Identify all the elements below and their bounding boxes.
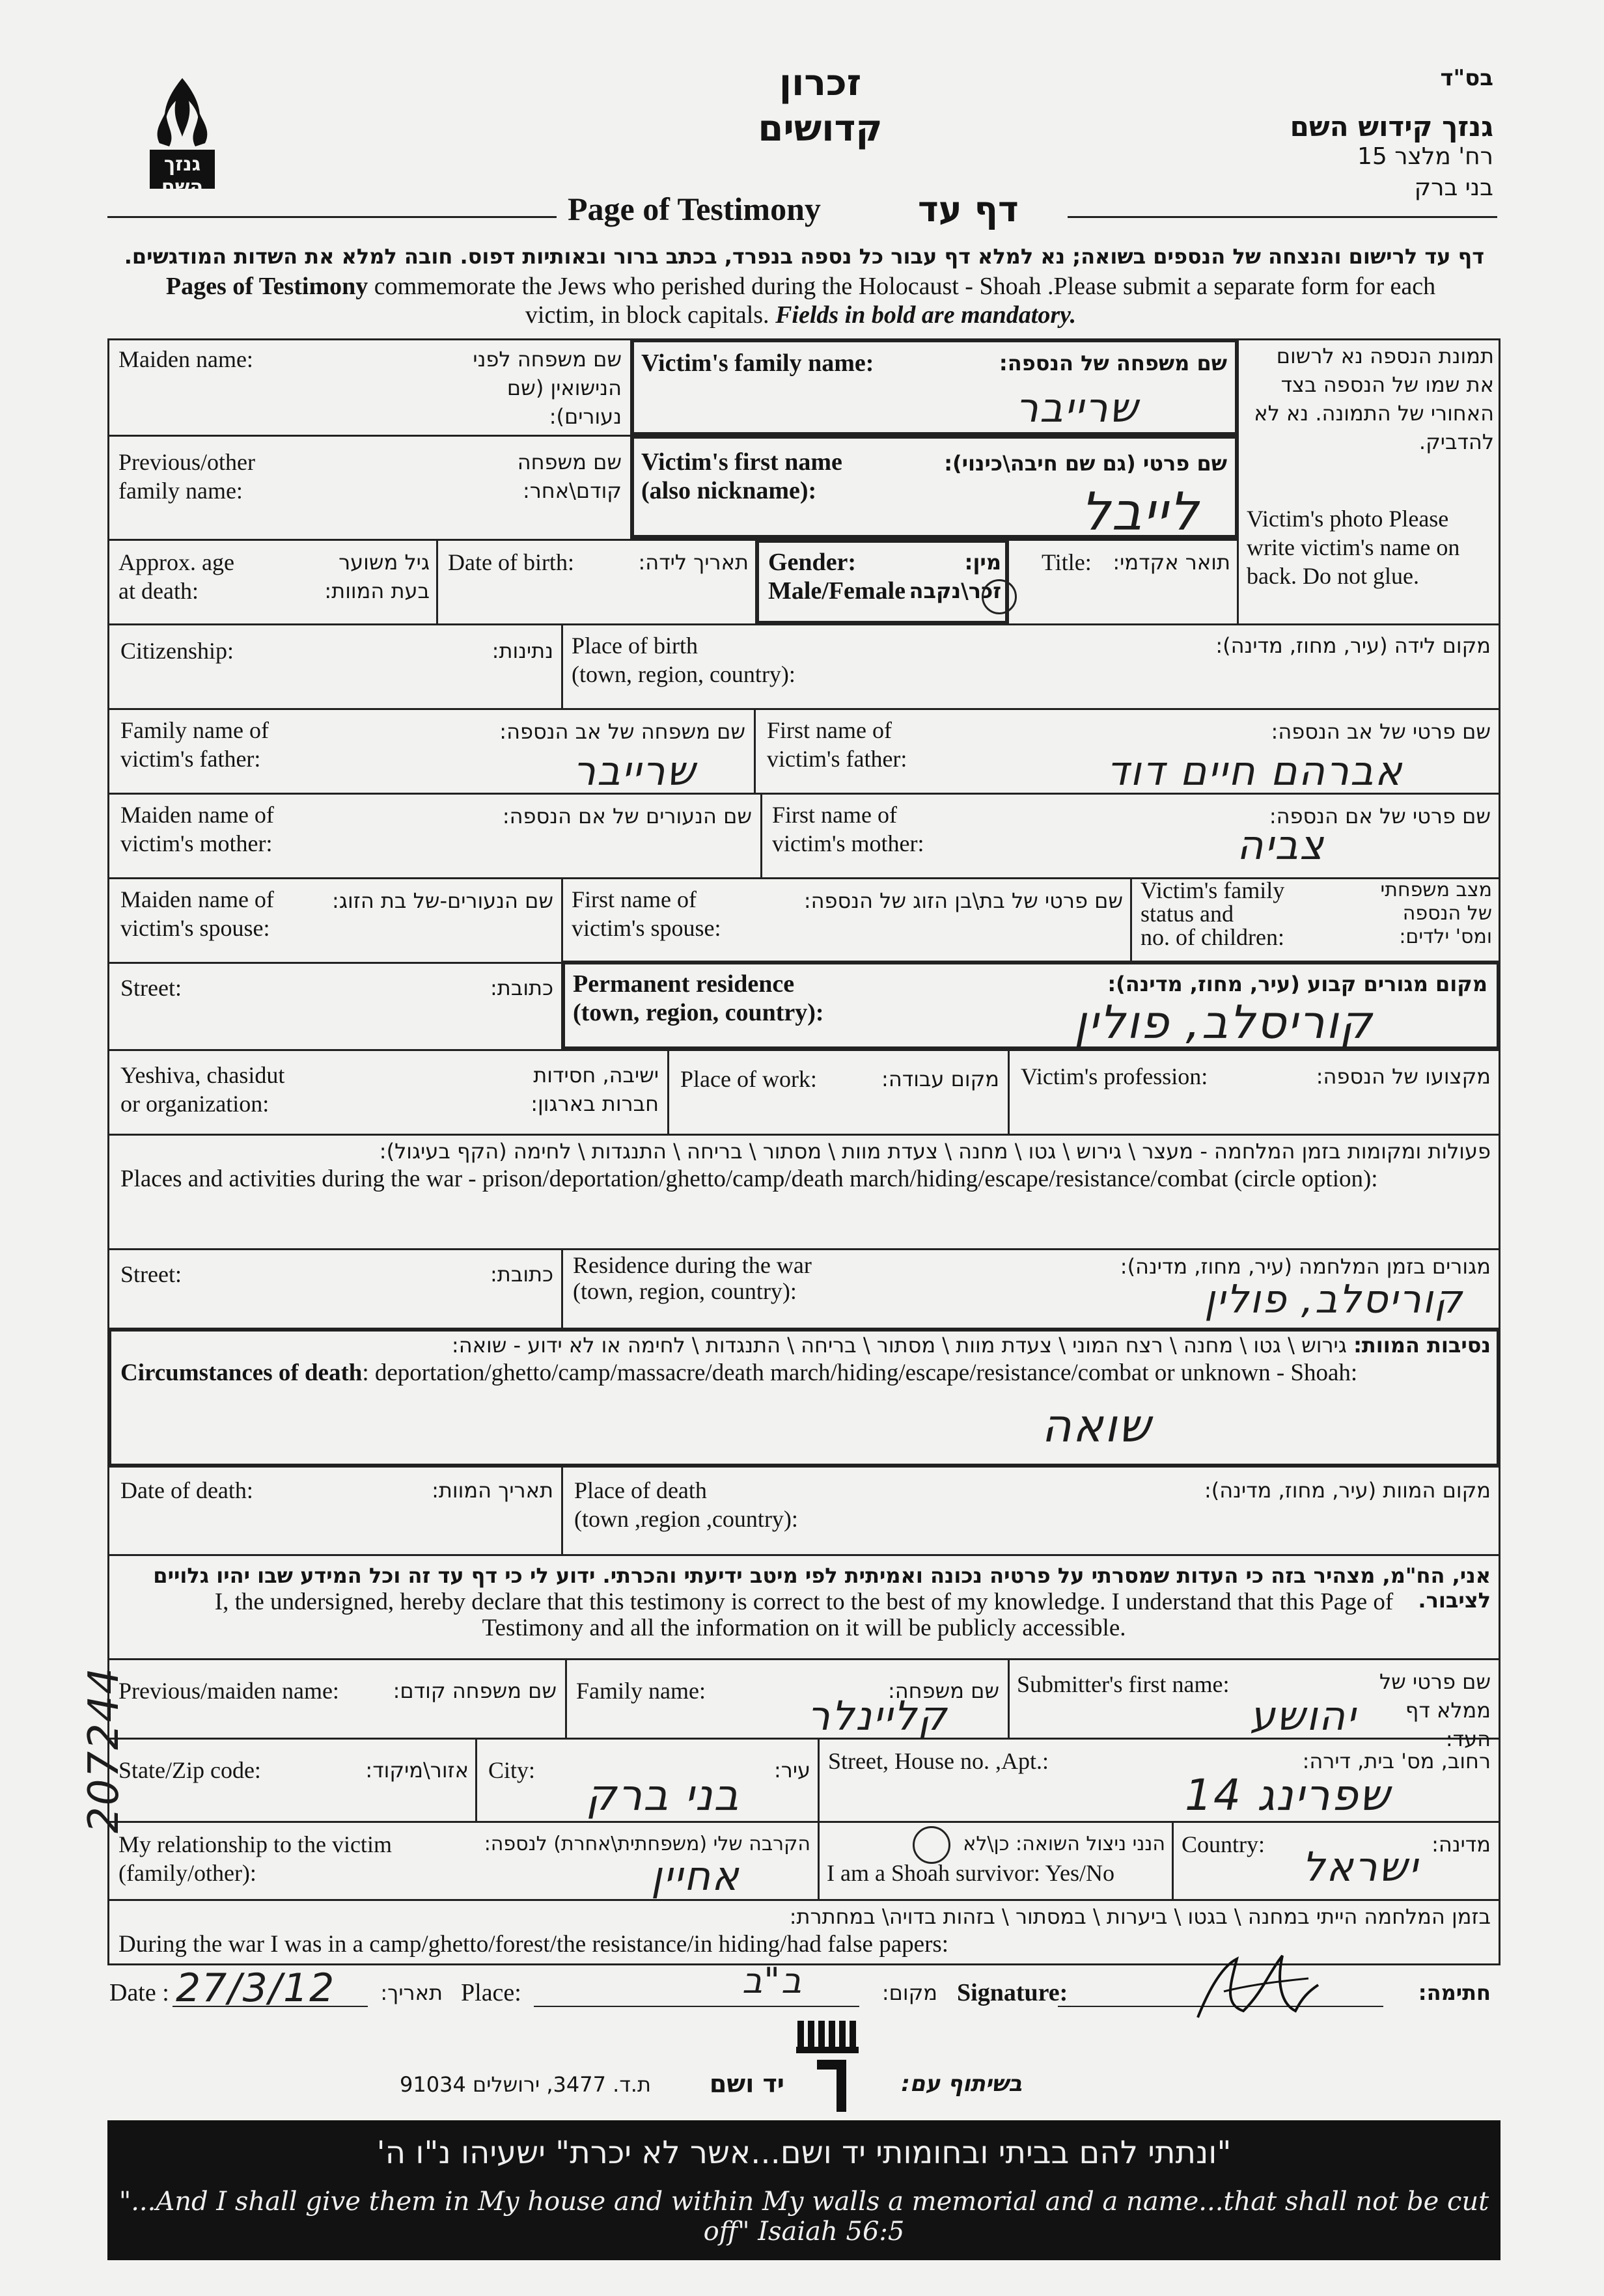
country-label-en: Country: <box>1182 1831 1265 1857</box>
father-family-label-he: שם משפחה של אב הנספה: <box>499 719 745 744</box>
survivor-label-en: I am a Shoah survivor: Yes/No <box>827 1860 1114 1886</box>
org-address-street: רח' מלצר 15 <box>1357 143 1493 170</box>
title-rule-right <box>1068 216 1497 218</box>
work-label-he: מקום עבודה: <box>881 1067 999 1091</box>
submitter-family-value[interactable]: קליינלר <box>807 1692 948 1740</box>
h-r1 <box>107 435 630 437</box>
citizenship-label-he: נתינות: <box>491 638 553 663</box>
gender-male-circle[interactable] <box>982 579 1017 614</box>
residence-label-he: מקום מגורים קבוע (עיר, מחוז, מדינה): <box>1107 972 1487 996</box>
page-title-en: Page of Testimony <box>568 191 821 227</box>
father-family-label-en: Family name of victim's father: <box>120 717 269 772</box>
spouse-first-label-he: שם פרטי של בת\בן הזוג של הנספה: <box>803 888 1123 913</box>
h-decl <box>107 1658 1500 1660</box>
date-value[interactable]: 27/3/12 <box>176 1965 336 2011</box>
father-family-value[interactable]: שרייבר <box>573 747 697 795</box>
dod-label-he: תאריך המוות: <box>432 1478 553 1503</box>
banner-quote-he: "ונתתי להם בביתי ובחומותי יד ושם...אשר לא יכרת" ישעיהו נ"ו ה' <box>376 2135 1232 2171</box>
v-s2-2 <box>818 1738 820 1821</box>
war-residence-value[interactable]: קוריסלב, פולין <box>1204 1277 1463 1322</box>
pod-label-he: מקום המוות (עיר, מחוז, מדינה): <box>1204 1478 1491 1503</box>
circumstances-label-en: Circumstances of death: deportation/ghetto/camp/massacre/death march/hiding/escape/resistance/combat or unknown - Shoah: <box>120 1360 1358 1386</box>
page-title-he: דף עד <box>918 189 1019 230</box>
submitter-family-label-he: שם משפחה: <box>887 1678 999 1703</box>
instructions-en-line2: victim, in block capitals. <box>525 301 776 329</box>
title-label-en: Title: <box>1042 549 1092 575</box>
v-r5 <box>754 708 756 793</box>
victim-family-label-he: שם משפחה של הנספה: <box>999 351 1227 376</box>
victim-first-label-en: Victim's first name (also nickname): <box>641 448 842 504</box>
yad-vashem-logo-icon <box>791 2014 869 2118</box>
submitter-first-value[interactable]: יהושע <box>1250 1692 1357 1740</box>
activities-label-he: פעולות ומקומות בזמן המלחמה - מעצר \ גירוש \ גטו \ מחנה \ צעדת מוות \ מסתור \ בריחה \ התנגדות \ לחימה (הקף בעיגול): <box>379 1139 1491 1164</box>
war-street-label-en: Street: <box>120 1261 182 1287</box>
street-no-label-he: רחוב, מס' בית, דירה: <box>1302 1749 1491 1773</box>
maiden-name-label-he: שם משפחה לפני הנישואין (שם נעורים): <box>473 347 622 429</box>
circumstances-label-he: נסיבות המוות: גירוש \ גטו \ מחנה \ רצח המוני \ צעדת מוות \ מסתור \ בריחה \ התנגדות \ לחימה או לא ידוע - שואה: <box>451 1333 1491 1358</box>
mother-maiden-label-he: שם הנעורים של אם הנספה: <box>502 804 752 828</box>
place-label-he: מקום: <box>881 1980 937 2005</box>
submitter-first-label-en: Submitter's first name: <box>1017 1671 1230 1697</box>
city-label-en: City: <box>488 1757 536 1783</box>
residence-label-en: Permanent residence (town, region, country): <box>573 970 824 1026</box>
place-underline <box>534 2006 859 2007</box>
war-street-label-he: כתובת: <box>490 1262 553 1287</box>
h-s2 <box>107 1821 1500 1823</box>
activities-label-en: Places and activities during the war - prison/deportation/ghetto/camp/death march/hiding/escape/resistance/combat (circle option): <box>120 1166 1378 1192</box>
date-label-he: תאריך: <box>380 1980 443 2005</box>
victim-family-value[interactable]: שרייבר <box>1016 384 1139 431</box>
v-s3-2 <box>1172 1821 1174 1899</box>
h-r9 <box>107 1134 1500 1136</box>
street-label-he: כתובת: <box>490 976 553 1000</box>
side-archive-number: 207244 <box>80 1666 128 1833</box>
family-status-label-he: מצב משפחתי של הנספה ומס' ילדים: <box>1380 879 1492 948</box>
v-r6 <box>760 793 762 877</box>
mother-first-label-he: שם פרטי של אם הנספה: <box>1269 804 1491 828</box>
instructions-en-mandatory: Fields in bold are mandatory. <box>775 301 1077 329</box>
maiden-name-label-en: Maiden name: <box>118 346 253 372</box>
work-label-en: Place of work: <box>680 1066 817 1092</box>
declaration-en: I, the undersigned, hereby declare that this testimony is correct to the best of my knowledge. I understand that this Page of Testimony and all the information on it will be publicly accessible. <box>214 1589 1394 1641</box>
date-label-en: Date : <box>109 1979 169 2006</box>
war-residence-label-en: Residence during the war (town, region, country): <box>573 1252 812 1304</box>
prev-family-label-en: Previous/other family name: <box>118 449 255 504</box>
v-r9-1 <box>667 1049 669 1134</box>
gender-label-he: מין: זכר\נקבה <box>909 550 1001 603</box>
instructions-en <box>104 272 1497 329</box>
dod-label-en: Date of death: <box>120 1477 253 1503</box>
war-residence-label-he: מגורים בזמן המלחמה (עיר, מחוז, מדינה): <box>1120 1254 1491 1279</box>
age-label-he: גיל משוער בעת המוות: <box>324 550 430 603</box>
v-s1-1 <box>565 1658 567 1738</box>
partnership-label: בשיתוף עם: <box>901 2071 1022 2097</box>
profession-label-en: Victim's profession: <box>1021 1063 1208 1089</box>
photo-instructions-en: Victim's photo Please write victim's name on back. Do not glue. <box>1247 506 1460 589</box>
country-label-he: מדינה: <box>1431 1832 1491 1857</box>
survivor-label-he: הנני ניצול השואה: כן\לא <box>963 1833 1165 1855</box>
v-r7-2 <box>1130 877 1132 962</box>
zikaron-title: זכרון <box>779 62 862 104</box>
country-value[interactable]: ישראל <box>1302 1843 1419 1891</box>
city-value[interactable]: בני ברק <box>586 1770 740 1820</box>
h-r13 <box>107 1554 1500 1556</box>
v-s1-2 <box>1008 1658 1010 1738</box>
title-rule-left <box>107 216 557 218</box>
submitter-prev-label-he: שם משפחה קודם: <box>393 1678 557 1703</box>
org-address-city: בני ברק <box>1414 174 1493 201</box>
gender-label-en: Gender: Male/Female <box>768 549 906 605</box>
date-underline <box>173 2006 368 2007</box>
title-label-he: תואר אקדמי: <box>1113 550 1230 575</box>
war-situation-label-en: During the war I was in a camp/ghetto/forest/the resistance/in hiding/had false papers: <box>118 1931 949 1958</box>
instructions-en-bold: Pages of Testimony <box>165 273 368 300</box>
declaration-he: אני, הח"מ, מצהיר בזה כי העדות שמסרתי על פרטיה נכונה ואמיתית לפי מיטב ידיעתי והכרתי. ידוע לי כי דף עד זה וכל המידע שבו יהיו גלויים לציבור. <box>153 1563 1491 1613</box>
mother-first-value[interactable]: צביה <box>1237 821 1325 869</box>
place-label-en: Place: <box>461 1979 521 2006</box>
city-label-he: עיר: <box>773 1758 810 1783</box>
relationship-label-he: הקרבה שלי (משפחתית\אחרת) לנספה: <box>484 1833 810 1855</box>
victim-first-label-he: שם פרטי (גם שם חיבה\כינוי): <box>944 451 1227 476</box>
zip-label-he: אזור\מיקוד: <box>365 1758 469 1783</box>
h-r8 <box>107 1049 1500 1051</box>
kedoshim-title: קדושים <box>758 107 883 150</box>
submitter-prev-label-en: Previous/maiden name: <box>118 1678 339 1704</box>
h-r10 <box>107 1248 1500 1250</box>
father-first-label-en: First name of victim's father: <box>767 717 907 772</box>
prev-family-label-he: שם משפחה קודם\אחר: <box>517 450 622 503</box>
v-r4 <box>561 623 563 708</box>
h-r2 <box>107 539 1237 541</box>
circumstances-value[interactable]: שואה <box>1042 1399 1152 1453</box>
instructions-he: דף עד לרישום והנצחה של הנספים בשואה; נא למלא דף עבור כל נספה בנפרד, בכתב ברור ובאותיות דפוס. חובה למלא את השדות המודגשים. <box>124 244 1484 269</box>
dob-label-he: תאריך לידה: <box>638 550 749 575</box>
pob-label-en: Place of birth (town, region, country): <box>572 633 795 687</box>
relationship-label-en: My relationship to the victim (family/other): <box>118 1831 392 1886</box>
street-label-en: Street: <box>120 975 182 1001</box>
yad-vashem-name: יד ושם <box>709 2070 784 2098</box>
father-first-label-he: שם פרטי של אב הנספה: <box>1271 719 1491 744</box>
war-situation-label-he: בזמן המלחמה הייתי במחנה \ בגטו \ ביערות \ במסתור \ בזהות בדויה\ במחתרת: <box>789 1904 1491 1929</box>
age-label-en: Approx. age at death: <box>118 549 234 604</box>
street-no-label-en: Street, House no. ,Apt.: <box>828 1748 1049 1774</box>
v-s3-1 <box>818 1821 820 1899</box>
mother-maiden-label-en: Maiden name of victim's mother: <box>120 802 274 856</box>
mother-first-label-en: First name of victim's mother: <box>772 802 924 856</box>
victim-family-label-en: Victim's family name: <box>641 349 874 377</box>
place-value[interactable]: ב"ב <box>742 1960 803 2001</box>
spouse-first-label-en: First name of victim's spouse: <box>572 886 721 941</box>
banner-quote-en: "...And I shall give them in My house and within My walls a memorial and a name...that shall not be cut off" Isaiah 56:5 <box>118 2187 1489 2247</box>
pob-label-he: מקום לידה (עיר, מחוז, מדינה): <box>1215 633 1491 658</box>
yad-vashem-address: ת.ד. 3477, ירושלים 91034 <box>400 2072 651 2097</box>
dob-label-en: Date of birth: <box>448 549 574 575</box>
bsd-mark: בס"ד <box>1440 65 1493 91</box>
signature-label-en: Signature: <box>957 1979 1068 2006</box>
pod-label-en: Place of death (town ,region ,country): <box>574 1477 798 1532</box>
submitter-family-label-en: Family name: <box>576 1678 706 1704</box>
instructions-en-line1: commemorate the Jews who perished during the Holocaust - Shoah .Please submit a separate form for each <box>368 273 1436 300</box>
photo-instructions-he: תמונת הנספה נא לרשום את שמו של הנספה בצד האחורי של התמונה. נא לא להדביק. <box>1254 344 1494 454</box>
h-r4 <box>107 708 1500 710</box>
citizenship-label-en: Citizenship: <box>120 638 234 664</box>
spouse-maiden-label-en: Maiden name of victim's spouse: <box>120 886 274 941</box>
zip-label-en: State/Zip code: <box>118 1757 261 1783</box>
v-s2-1 <box>475 1738 477 1821</box>
father-first-value[interactable]: אברהם חיים דוד <box>1107 747 1404 795</box>
signature-label-he: חתימה: <box>1418 1980 1491 2005</box>
family-status-label-en: Victim's family status and no. of children: <box>1141 877 1285 950</box>
logo-text: גנזך השם <box>161 153 204 198</box>
yeshiva-label-en: Yeshiva, chasidut or organization: <box>120 1062 285 1117</box>
h-r6 <box>107 877 1500 879</box>
submitter-first-label-he: שם פרטי של ממלא דף העד: <box>1379 1669 1491 1751</box>
h-s3 <box>107 1899 1500 1901</box>
street-no-value[interactable]: שפרינג 14 <box>1185 1770 1391 1820</box>
logo <box>140 72 225 202</box>
residence-value[interactable]: קוריסלב, פולין <box>1074 996 1374 1049</box>
signature-scribble <box>1185 1946 1328 2030</box>
v-r3-1 <box>436 539 438 625</box>
v-r13 <box>561 1468 563 1555</box>
v-r7-1 <box>561 877 563 962</box>
victim-first-value[interactable]: לייבל <box>1081 482 1200 542</box>
h-r3 <box>107 623 1500 625</box>
yeshiva-label-he: ישיבה, חסידות חברות בארגון: <box>531 1063 659 1116</box>
v-r9-2 <box>1008 1049 1010 1134</box>
relationship-value[interactable]: אחיין <box>651 1852 740 1900</box>
org-name: גנזך קידוש השם <box>1290 111 1493 143</box>
profession-label-he: מקצועו של הנספה: <box>1316 1064 1491 1089</box>
v-r11 <box>561 1248 563 1328</box>
spouse-maiden-label-he: שם הנעורים-של בת הזוג: <box>332 888 553 913</box>
